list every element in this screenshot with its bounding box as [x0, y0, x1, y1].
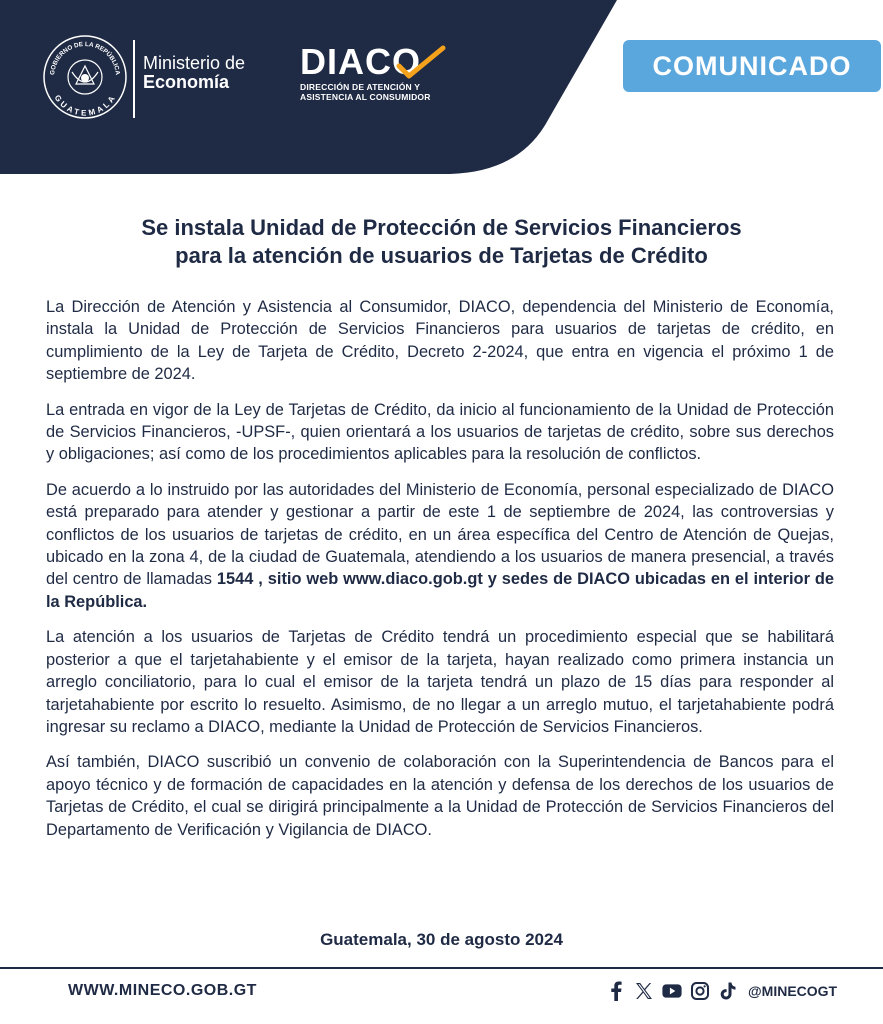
paragraph-2: La entrada en vigor de la Ley de Tarjetas de Crédito, da inicio al funcionamiento de la Unidad de Protección de Servicios Financieros, -UPSF-, quien orientará a los usuarios de tarjetas de crédito, sobre sus derechos y obligaciones; así como de los procedimientos aplicables para la resolución de conflictos.	[46, 400, 834, 464]
tiktok-icon[interactable]	[718, 981, 738, 1001]
svg-text:GUATEMALA: GUATEMALA	[52, 93, 118, 118]
footer-divider	[0, 967, 883, 969]
guatemala-seal-logo	[42, 34, 128, 120]
date-line: Guatemala, 30 de agosto 2024	[320, 930, 563, 949]
paragraph-5: Así también, DIACO suscribió un convenio de colaboración con la Superintendencia de Bancos para el apoyo técnico y de formación de capacidades en la atención y defensa de los derechos de los usuarios de Tarjetas de Crédito, el cual se dirigirá principalmente a la Unidad de Protección de Servicios Financieros del Departamento de Verificación y Vigilancia de DIACO.	[46, 753, 834, 839]
paragraph-4: La atención a los usuarios de Tarjetas de Crédito tendrá un procedimiento especial que se habilitará posterior a que el tarjetahabiente y el emisor de la tarjeta, hayan realizado como primera instancia un arreglo conciliatorio, para lo cual el emisor de la tarjeta tendrá un plazo de 15 días para responder al tarjetahabiente por escrito lo resuelto. Asimismo, de no llegar a un arreglo mutuo, el tarjetahabiente podrá ingresar su reclamo a DIACO, mediante la Unidad de Protección de Servicios Financieros.	[46, 628, 834, 736]
footer-website-link[interactable]: WWW.MINECO.GOB.GT	[68, 982, 257, 999]
diaco-check-icon	[385, 44, 449, 84]
header-divider	[133, 40, 135, 118]
instagram-icon[interactable]	[690, 981, 710, 1001]
x-icon[interactable]	[634, 981, 654, 1001]
diaco-subtitle-line1: DIRECCIÓN DE ATENCIÓN Y	[300, 82, 421, 92]
ministry-line2: Economía	[143, 71, 230, 92]
communique-body	[46, 296, 834, 854]
diaco-wordmark: DIACO	[300, 41, 421, 82]
svg-text:GOBIERNO DE LA REPÚBLICA: GOBIERNO DE LA REPÚBLICA	[49, 40, 121, 76]
diaco-subtitle-line2: ASISTENCIA AL CONSUMIDOR	[300, 91, 431, 102]
paragraph-3-text: De acuerdo a lo instruido por las autoridades del Ministerio de Economía, personal especializado de DIACO está preparado para atender y gestionar a partir de este 1 de septiembre de 2024, las controversias y conflictos de los usuarios de tarjetas de crédito, en un área específica del Centro de Atención de Quejas, ubicado en la zona 4, de la ciudad de Guatemala, atendiendo a los usuarios de manera presencial, a través del centro de llamadas	[46, 480, 834, 589]
paragraph-1: La Dirección de Atención y Asistencia al Consumidor, DIACO, dependencia del Ministerio de Economía, instala la Unidad de Protección de Servicios Financieros para usuarios de tarjetas de crédito, en cumplimiento de la Ley de Tarjeta de Crédito, Decreto 2-2024, que entra en vigencia el próximo 1 de septiembre de 2024.	[46, 298, 834, 384]
paragraph-3	[46, 479, 834, 613]
social-handle[interactable]: @MINECOGT	[748, 983, 838, 999]
social-media-bar	[606, 981, 837, 1001]
paragraph-3-contact-bold: 1544 , sitio web www.diaco.gob.gt y sedes de DIACO ubicadas en el interior de la República.	[46, 570, 834, 611]
facebook-icon[interactable]	[606, 981, 626, 1001]
title-line1: Se instala Unidad de Protección de Servicios Financieros	[141, 215, 742, 240]
page-title	[40, 214, 843, 270]
ministry-line1: Ministerio de	[143, 53, 246, 73]
title-line2: para la atención de usuarios de Tarjetas de Crédito	[175, 243, 708, 268]
ministry-logo-text	[143, 54, 245, 92]
youtube-icon[interactable]	[662, 981, 682, 1001]
comunicado-badge: COMUNICADO	[623, 40, 881, 92]
